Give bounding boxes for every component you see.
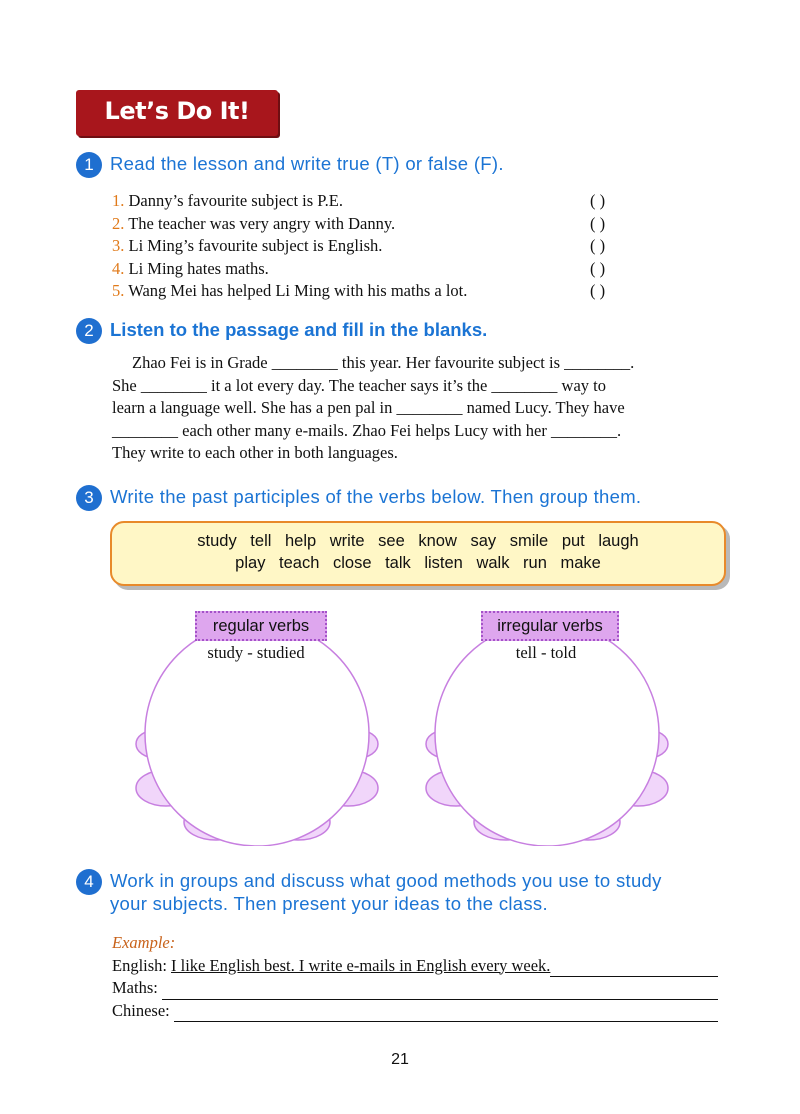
page-number: 21 [391,1051,409,1068]
section-2-number: 2 [76,318,102,344]
answer-line[interactable] [162,982,718,1000]
list-item: 3. Li Ming’s favourite subject is English. ( ) [112,235,642,258]
verb-list-line-2: play teach close talk listen walk run make [235,554,601,572]
section-2-title: Listen to the passage and fill in the blanks. [110,319,488,340]
discussion-example [112,932,718,1022]
passage-line: They write to each other in both languages. [112,443,398,462]
list-item: 5. Wang Mei has helped Li Ming with his maths a lot. ( ) [112,280,642,303]
fill-blank-passage [112,352,718,465]
section-3-number: 3 [76,485,102,511]
irregular-example: tell - told [515,643,577,662]
passage-line: She ________ it a lot every day. The teacher says it’s the ________ way to [112,375,606,395]
list-item: 2. The teacher was very angry with Danny. ( ) [112,213,642,236]
list-item: 4. Li Ming hates maths. ( ) [112,258,642,281]
verb-word-box [110,521,726,586]
answer-paren[interactable]: ( ) [590,258,606,278]
answer-paren[interactable]: ( ) [590,191,606,210]
regular-example: study - studied [207,643,305,662]
section-4-number: 4 [76,869,102,895]
answer-paren[interactable]: ( ) [590,236,606,255]
passage-line: Zhao Fei is in Grade ________ this year. Her favourite subject is ________. [132,353,635,372]
answer-paren[interactable]: ( ) [590,281,606,300]
regular-verbs-label: regular verbs [195,611,327,641]
verb-list-line-1: study tell help write see know say smile put laugh [197,532,639,550]
true-false-list [112,190,642,303]
example-label: Example: [112,933,176,952]
section-4-heading [76,869,662,915]
passage-line: ________ each other many e-mails. Zhao Fei helps Lucy with her ________. [112,420,622,440]
section-3-title: Write the past participles of the verbs below. Then group them. [110,486,642,507]
lets-do-it-banner [76,90,278,136]
answer-line[interactable] [174,1004,718,1022]
answer-line[interactable] [550,959,718,977]
passage-line: learn a language well. She has a pen pal in ________ named Lucy. They have [112,398,625,417]
list-item: 1. Danny’s favourite subject is P.E. ( ) [112,190,642,213]
section-2-heading [76,318,487,344]
regular-verbs-flower [134,608,380,846]
answer-paren[interactable]: ( ) [590,213,606,233]
section-4-title: Work in groups and discuss what good methods you use to study your subjects. Then present your ideas to the class. [110,870,662,914]
irregular-verbs-label: irregular verbs [481,611,619,641]
section-1-heading [76,152,504,178]
section-1-title: Read the lesson and write true (T) or false (F). [110,153,504,174]
chinese-line: Chinese: [112,1000,718,1023]
section-1-number: 1 [76,152,102,178]
maths-line: Maths: [112,977,718,1000]
banner-title: Let’s Do It! [104,97,250,125]
section-3-heading [76,485,641,511]
irregular-verbs-flower [424,608,670,846]
english-line: English: I like English best. I write e-mails in English every week. [112,955,718,978]
english-answer: I like English best. I write e-mails in English every week. [171,955,551,975]
